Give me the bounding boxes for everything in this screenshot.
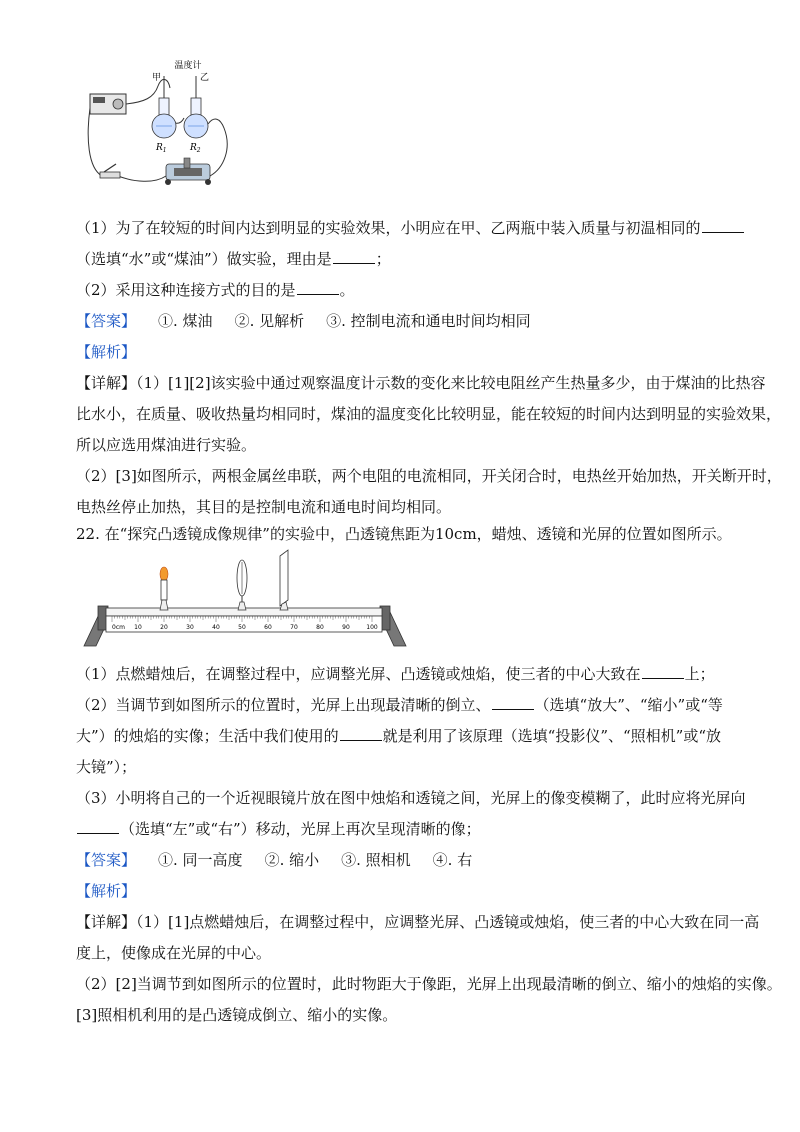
label-r1: $R_1$ xyxy=(156,143,167,154)
q21-part1-line2: （选填“水”或“煤油”）做实验，理由是 ； xyxy=(76,250,391,268)
q22-stem: 22. 在“探究凸透镜成像规律”的实验中，凸透镜焦距为10cm，蜡烛、透镜和光屏的位置如图所示。 xyxy=(76,525,732,543)
scale-tick-label: 20 xyxy=(160,624,168,631)
thermometer-label: 温度计 xyxy=(174,61,202,71)
circuit-figure xyxy=(84,58,234,194)
q22-detail-line2: 度上，使像成在光屏的中心。 xyxy=(76,944,272,962)
candle-icon xyxy=(160,567,168,610)
q21-detail-line1: 【详解】（1）[1][2]该实验中通过观察温度计示数的变化来比较电阻丝产生热量多少，由于煤油的比热容 xyxy=(76,374,766,392)
q22-part3-line2: （选填“左”或“右”）移动，光屏上再次呈现清晰的像； xyxy=(76,819,481,839)
answer-tag: 【答案】 xyxy=(76,312,137,330)
scale-tick-label: 100 xyxy=(366,624,378,631)
q21-answer xyxy=(76,311,531,331)
answer-item: ②. 见解析 xyxy=(234,312,305,330)
q21-part1-line1: （1）为了在较短的时间内达到明显的实验效果，小明应在甲、乙两瓶中装入质量与初温相同的 xyxy=(76,218,745,238)
scale-unit-label: 0cm xyxy=(112,624,125,631)
q21-detail-line5: 电热丝停止加热，其目的是控制电流和通电时间均相同。 xyxy=(76,498,452,516)
answer-item: ④. 右 xyxy=(432,851,473,869)
scale-tick-label: 80 xyxy=(316,624,324,631)
answer-item: ③. 控制电流和通电时间均相同 xyxy=(326,312,531,330)
q22-part1: （1）点燃蜡烛后，在调整过程中，应调整光屏、凸透镜或烛焰，使三者的中心大致在 上； xyxy=(76,665,715,683)
q21-detail-line3: 所以应选用煤油进行实验。 xyxy=(76,436,257,454)
q22-answer xyxy=(76,850,472,870)
label-r2: $R_2$ xyxy=(190,143,201,154)
label-jia: 甲 xyxy=(152,73,162,83)
answer-blank xyxy=(340,726,382,741)
flask-jia-icon xyxy=(152,98,176,138)
answer-blank xyxy=(642,664,684,679)
answer-item: ①. 煤油 xyxy=(158,312,213,330)
flask-yi-icon xyxy=(184,98,208,138)
label-yi: 乙 xyxy=(200,73,210,83)
detail-tag: 【详解】 xyxy=(76,374,137,392)
q22-part3-line1: （3）小明将自己的一个近视眼镜片放在图中烛焰和透镜之间，光屏上的像变模糊了，此时应将光屏向 xyxy=(76,789,746,807)
q22-detail-line3: （2）[2]当调节到如图所示的位置时，此时物距大于像距，光屏上出现最清晰的倒立、缩小的烛焰的实像。 xyxy=(76,975,782,993)
power-supply-icon xyxy=(90,94,126,114)
answer-blank xyxy=(297,280,339,295)
scale-tick-label: 10 xyxy=(134,624,142,631)
q21-part2: （2）采用这种连接方式的目的是 。 xyxy=(76,281,355,299)
scale-tick-label: 40 xyxy=(212,624,220,631)
answer-blank xyxy=(702,218,744,233)
scale-tick-label: 70 xyxy=(290,624,298,631)
q22-detail-line1: 【详解】（1）[1]点燃蜡烛后，在调整过程中，应调整光屏、凸透镜或烛焰，使三者的中心大致在同一高 xyxy=(76,913,760,931)
q21-analysis-tag: 【解析】 xyxy=(76,343,137,361)
scale-tick-label: 50 xyxy=(238,624,246,631)
q22-detail-line4: [3]照相机利用的是凸透镜成倒立、缩小的实像。 xyxy=(76,1006,398,1024)
scale-tick-label: 90 xyxy=(342,624,350,631)
answer-blank xyxy=(77,819,119,834)
scale-tick-label: 30 xyxy=(186,624,194,631)
light-screen-icon xyxy=(280,550,288,610)
switch-icon xyxy=(100,164,120,178)
answer-item: ③. 照相机 xyxy=(341,851,411,869)
answer-item: ①. 同一高度 xyxy=(158,851,243,869)
answer-blank xyxy=(492,695,534,710)
q22-part2-line1: （2）当调节到如图所示的位置时，光屏上出现最清晰的倒立、 （选填“放大”、“缩小”或“等 xyxy=(76,696,723,714)
q22-analysis-tag: 【解析】 xyxy=(76,882,137,900)
q21-detail-line2: 比水小，在质量、吸收热量均相同时，煤油的温度变化比较明显，能在较短的时间内达到明显的实验效果， xyxy=(76,405,782,423)
answer-blank xyxy=(333,249,375,264)
optical-bench-figure xyxy=(82,548,412,648)
detail-tag: 【详解】 xyxy=(76,913,137,931)
scale-tick-label: 60 xyxy=(264,624,272,631)
q22-part2-line2: 大”）的烛焰的实像；生活中我们使用的 就是利用了该原理（选填“投影仪”、“照相机”或“放 xyxy=(76,727,722,745)
rheostat-icon xyxy=(165,158,211,185)
q22-part2-line3: 大镜”）； xyxy=(76,758,137,776)
q21-detail-line4: （2）[3]如图所示，两根金属丝串联，两个电阻的电流相同，开关闭合时，电热丝开始加热，开关断开时， xyxy=(76,467,782,485)
answer-item: ②. 缩小 xyxy=(264,851,320,869)
answer-tag: 【答案】 xyxy=(76,851,137,869)
convex-lens-icon xyxy=(237,560,247,610)
